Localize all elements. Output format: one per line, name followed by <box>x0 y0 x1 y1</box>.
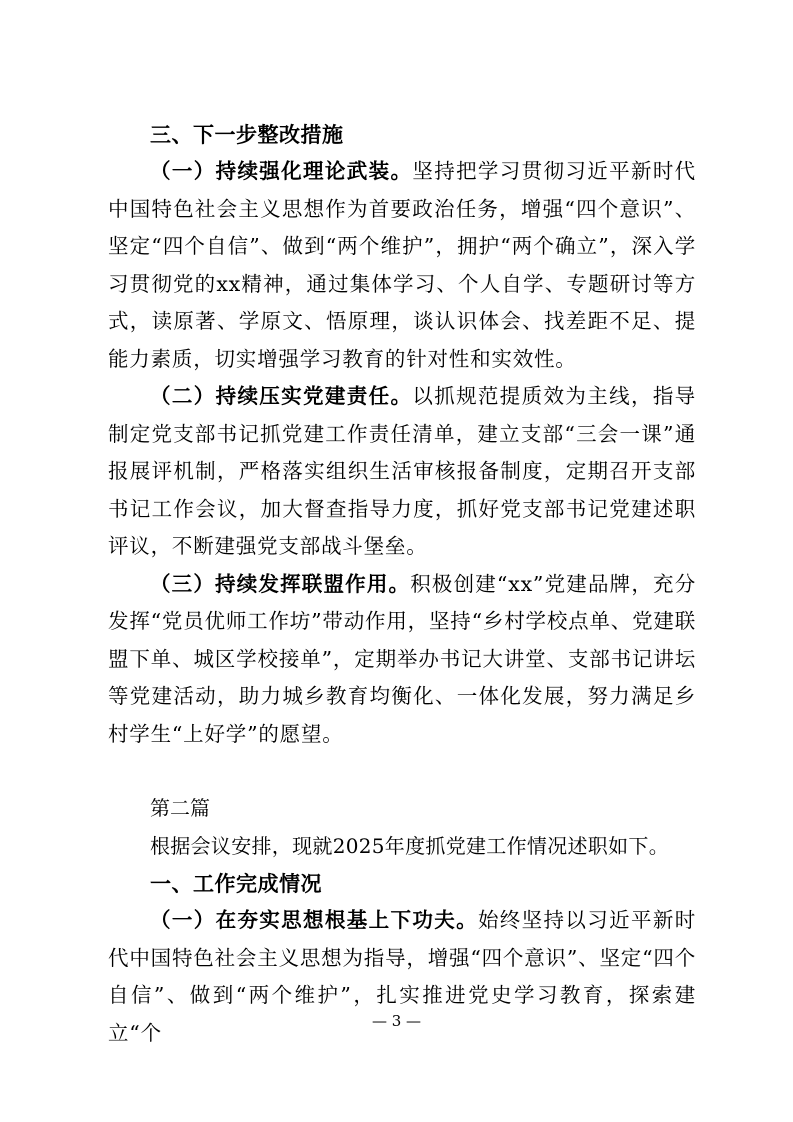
measure-lead-2: （二）持续压实党建责任。 <box>150 384 413 408</box>
measure-body-3: 积极创建“xx”党建品牌，充分发挥“党员优师工作坊”带动作用，坚持“乡村学校点单、党建联盟下单、城区学校接单”，定期举办书记大讲堂、支部书记讲坛等党建活动，助力城乡教育均衡化、一体化发展，努力满足乡村学生“上好学”的愿望。 <box>108 571 696 746</box>
measure-body-1: 坚持把学习贯彻习近平新时代中国特色社会主义思想作为首要政治任务，增强“四个意识”、坚定“四个自信”、做到“两个维护”，拥护“两个确立”，深入学习贯彻党的xx精神，通过集体学习、个人自学、专题研讨等方式，读原著、学原文、悟原理，谈认识体会、找差距不足、提能力素质，切实增强学习教育的针对性和实效性。 <box>108 159 696 371</box>
part-intro: 根据会议安排，现就2025年度抓党建工作情况述职如下。 <box>150 833 669 858</box>
measure-body-2: 以抓规范提质效为主线，指导制定党支部书记抓党建工作责任清单，建立支部“三会一课”通报展评机制，严格落实组织生活审核报备制度，定期召开支部书记工作会议，加大督查指导力度，抓好党支部书记党建述职评议，不断建强党支部战斗堡垒。 <box>108 384 696 558</box>
section-heading-next-steps: 三、下一步整改措施 <box>150 122 344 147</box>
measure-lead-1: （一）持续强化理论武装。 <box>150 159 413 183</box>
section-spacer <box>108 753 696 790</box>
section-heading-work-status: 一、工作完成情况 <box>150 871 322 896</box>
measure-paragraph-1 <box>108 153 696 378</box>
page-number: — 3 — <box>371 1012 422 1030</box>
status-lead-1: （一）在夯实思想根基上下功夫。 <box>150 908 478 932</box>
part-title: 第二篇 <box>150 796 210 820</box>
measure-paragraph-3 <box>108 566 696 754</box>
status-body-1: 始终坚持以习近平新时代中国特色社会主义思想为指导，增强“四个意识”、坚定“四个自信”、做到“两个维护”，扎实推进党史学习教育，探索建立“个 <box>108 908 696 1045</box>
measure-paragraph-2 <box>108 378 696 566</box>
measure-lead-3: （三）持续发挥联盟作用。 <box>150 571 411 596</box>
document-body <box>108 116 696 1052</box>
